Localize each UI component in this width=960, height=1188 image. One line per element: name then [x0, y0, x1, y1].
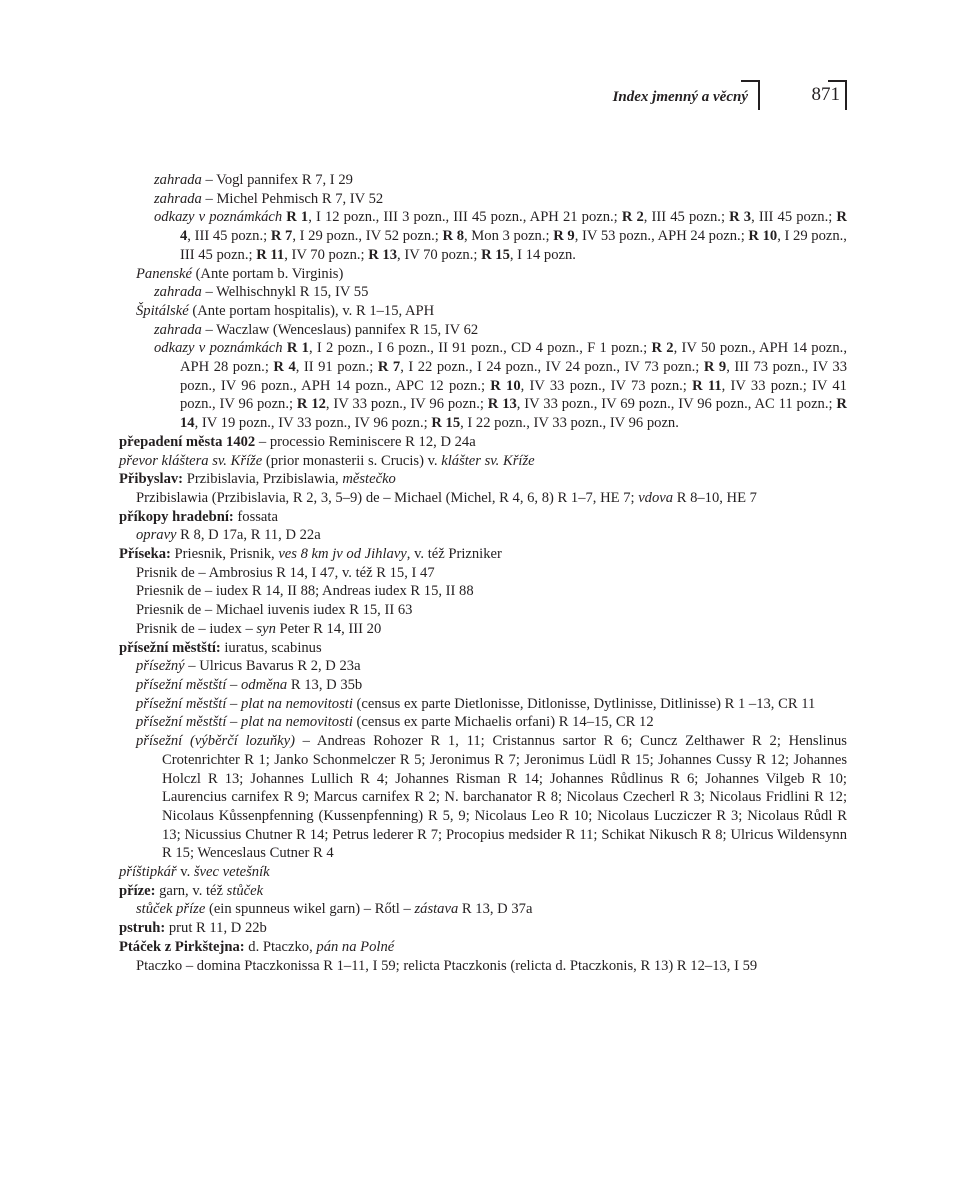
entry-category: syn	[256, 620, 276, 637]
entry-headword: přísežní městští:	[119, 639, 221, 656]
entry-text: garn, v. též	[155, 882, 227, 899]
entry-headword: příze:	[119, 882, 156, 899]
entry-text: , I 12 pozn., III 3 pozn., III 45 pozn., APH 21 pozn.;	[308, 209, 622, 226]
entry-reference: R 10	[748, 228, 778, 245]
entry-text: , IV 70 pozn.;	[284, 246, 369, 263]
entry-reference: R 3	[729, 209, 752, 226]
index-entry	[119, 470, 847, 489]
entry-reference: R 11	[256, 246, 285, 263]
entry-text: Priesnik de – iudex R 14, II 88; Andreas iudex R 15, II 88	[136, 583, 474, 600]
entry-reference: R 7	[377, 359, 401, 376]
entry-text: fossata	[233, 508, 278, 525]
entry-text: , IV 33 pozn., IV 69 pozn., IV 96 pozn., AC 11 pozn.;	[516, 396, 837, 413]
entry-reference: R 1	[286, 340, 309, 357]
entry-text: , I 22 pozn., IV 33 pozn., IV 96 pozn.	[460, 415, 679, 432]
index-entry	[119, 863, 847, 882]
index-subentry	[119, 265, 847, 284]
index-subentry	[119, 732, 847, 863]
entry-text: , I 14 pozn.	[509, 246, 576, 263]
entry-text: iuratus, scabinus	[220, 639, 322, 656]
entry-text: , II 91 pozn.;	[295, 359, 378, 376]
entry-text: , IV 50 pozn., APH 14 pozn., APH 28 pozn.;	[180, 340, 847, 376]
page-number-rule-mark	[828, 80, 847, 110]
entry-category: přísežní městští – plat na nemovitosti	[136, 695, 353, 712]
index-entry	[119, 545, 847, 564]
entry-text: – Waczlaw (Wenceslaus) pannifex R 15, IV 62	[201, 321, 479, 338]
index-subentry	[119, 900, 847, 919]
index-subentry	[119, 695, 847, 714]
entry-category: přísežný	[136, 658, 185, 675]
entry-text: , III 45 pozn.;	[187, 228, 271, 245]
entry-text: Przibislawia (Przibislavia, R 2, 3, 5–9) de – Michael (Michel, R 4, 6, 8) R 1–7, HE 7;	[136, 489, 639, 506]
index-subentry	[119, 283, 847, 302]
entry-text: Priesnik, Prisnik,	[170, 546, 279, 563]
entry-reference: R 9	[703, 359, 727, 376]
entry-text: Prisnik de – Ambrosius R 14, I 47, v. též R 15, I 47	[136, 564, 435, 581]
index-subentry	[119, 957, 847, 976]
entry-category: opravy	[136, 527, 177, 544]
entry-text: (Ante portam hospitalis), v. R 1–15, APH	[188, 302, 435, 319]
entry-text: , IV 70 pozn.;	[397, 246, 482, 263]
index-entry	[119, 639, 847, 658]
entry-text: (census ex parte Michaelis orfani) R 14–15, CR 12	[352, 714, 654, 731]
entry-text: prut R 11, D 22b	[165, 920, 267, 937]
entry-text: , I 29 pozn., III 45 pozn.;	[180, 228, 847, 263]
entry-headword: Přibyslav:	[119, 471, 184, 488]
index-subentry	[119, 676, 847, 695]
entry-text: , IV 53 pozn., APH 24 pozn.;	[574, 228, 749, 245]
index-subentry	[119, 489, 847, 508]
entry-headword: pstruh:	[119, 920, 166, 937]
entry-category: odkazy v poznámkách	[154, 209, 283, 226]
index-subentry	[119, 620, 847, 639]
entry-text: , Mon 3 pozn.;	[464, 228, 554, 245]
entry-text: R 13, D 35b	[287, 676, 363, 693]
entry-category: klášter sv. Kříže	[441, 452, 535, 469]
entry-headword: Příseka:	[119, 546, 171, 563]
entry-text: – Ulricus Bavarus R 2, D 23a	[184, 658, 361, 675]
entry-text: Priesnik de – Michael iuvenis iudex R 15, II 63	[136, 602, 413, 619]
entry-category: převor kláštera sv. Kříže	[119, 452, 263, 469]
header-rule-mark	[741, 80, 760, 110]
entry-reference: R 4	[180, 209, 847, 245]
entry-headword: Ptáček z Pirkštejna:	[119, 938, 245, 955]
entry-text: , v. též Prizniker	[406, 546, 502, 563]
index-entry	[119, 919, 847, 938]
index-subentry	[119, 526, 847, 545]
index-subentry	[119, 582, 847, 601]
index-subentry	[119, 601, 847, 620]
index-entry	[119, 882, 847, 901]
index-subentry	[119, 339, 847, 433]
entry-category: švec vetešník	[193, 864, 270, 881]
index-entry	[119, 433, 847, 452]
entry-text: , III 73 pozn., IV 33 pozn., IV 96 pozn., APH 14 pozn., APC 12 pozn.;	[180, 359, 847, 394]
entry-category: přísežní městští – odměna	[136, 676, 288, 693]
entry-category: stůček příze	[136, 901, 206, 918]
entry-text: R 8–10, HE 7	[673, 489, 757, 506]
entry-category: zahrada	[154, 190, 202, 207]
entry-headword: příkopy hradební:	[119, 508, 234, 525]
entry-text: , III 45 pozn.;	[643, 209, 730, 226]
running-header-title: Index jmenný a věcný	[612, 89, 748, 105]
index-subentry	[119, 302, 847, 321]
entry-reference: R 15	[431, 415, 461, 432]
entry-text: d. Ptaczko,	[244, 938, 317, 955]
entry-category: Špitálské	[136, 302, 189, 319]
entry-text: , IV 33 pozn.; IV 41 pozn., IV 96 pozn.;	[180, 377, 847, 413]
entry-reference: R 9	[553, 228, 575, 245]
entry-text: , I 29 pozn., IV 52 pozn.;	[292, 228, 443, 245]
page-number: 871	[811, 84, 840, 105]
index-subentry	[119, 208, 847, 264]
entry-category: přísežní (výběrčí lozuňky)	[136, 733, 295, 750]
entry-category: městečko	[342, 471, 396, 488]
entry-reference: R 1	[286, 209, 309, 226]
entry-reference: R 8	[442, 228, 464, 245]
entry-text: Przibislavia, Przibislawia,	[183, 471, 343, 488]
entry-reference: R 11	[692, 377, 722, 394]
entry-text: R 8, D 17a, R 11, D 22a	[176, 527, 321, 544]
entry-category: zahrada	[154, 284, 202, 301]
entry-text: (ein spunneus wikel garn) – Rőtl –	[205, 901, 415, 918]
entry-text: Prisnik de – iudex –	[136, 620, 257, 637]
entry-reference: R 15	[481, 246, 510, 263]
index-subentry	[119, 321, 847, 340]
entry-category: odkazy v poznámkách	[154, 340, 283, 357]
entry-text: (census ex parte Dietlonisse, Ditlonisse, Dytlinisse, Ditlinisse) R 1 –13, CR 11	[352, 695, 816, 712]
entry-category: stůček	[226, 882, 264, 899]
entry-reference: R 4	[273, 359, 296, 376]
entry-category: pán na Polné	[316, 938, 395, 955]
entry-reference: R 10	[490, 377, 521, 394]
entry-category: vdova	[638, 489, 674, 506]
entry-text: , III 45 pozn.;	[751, 209, 837, 226]
entry-reference: R 13	[368, 246, 398, 263]
entry-reference: R 2	[621, 209, 644, 226]
entry-text: – processio Reminiscere R 12, D 24a	[255, 433, 476, 450]
entry-text: (Ante portam b. Virginis)	[191, 265, 344, 282]
entry-category: ves 8 km jv od Jihlavy	[278, 546, 407, 563]
entry-text: , I 2 pozn., I 6 pozn., II 91 pozn., CD 4 pozn., F 1 pozn.;	[308, 340, 652, 357]
index-subentry	[119, 564, 847, 583]
index-subentry	[119, 713, 847, 732]
entry-category: příštipkář	[119, 864, 177, 881]
index-entries	[119, 171, 847, 975]
index-subentry	[119, 657, 847, 676]
entry-category: přísežní městští – plat na nemovitosti	[136, 714, 353, 731]
entry-text: R 13, D 37a	[458, 901, 533, 918]
index-subentry	[119, 171, 847, 190]
entry-reference: R 12	[296, 396, 326, 413]
entry-text: , I 22 pozn., I 24 pozn., IV 24 pozn., IV 73 pozn.;	[400, 359, 704, 376]
entry-text: Peter R 14, III 20	[275, 620, 382, 637]
entry-reference: R 13	[487, 396, 517, 413]
index-entry	[119, 938, 847, 957]
entry-text: , IV 33 pozn., IV 73 pozn.;	[520, 377, 693, 394]
entry-headword: přepadení města 1402	[119, 433, 256, 450]
entry-category: zahrada	[154, 321, 202, 338]
entry-category: zahrada	[154, 172, 202, 188]
entry-reference: R 7	[270, 228, 293, 245]
entry-text: , IV 19 pozn., IV 33 pozn., IV 96 pozn.;	[194, 415, 432, 432]
entry-text: Ptaczko – domina Ptaczkonissa R 1–11, I 59; relicta Ptaczkonis (relicta d. Ptaczkonis, R 13) R 12–13, I 59	[136, 957, 758, 974]
entry-category: zástava	[414, 901, 459, 918]
entry-text: – Michel Pehmisch R 7, IV 52	[201, 190, 384, 207]
entry-text: – Welhischnykl R 15, IV 55	[201, 284, 369, 301]
entry-text: – Vogl pannifex R 7, I 29	[201, 172, 353, 188]
index-entry	[119, 508, 847, 527]
index-entry	[119, 452, 847, 471]
entry-text: , IV 33 pozn., IV 96 pozn.;	[325, 396, 488, 413]
entry-text: (prior monasterii s. Crucis) v.	[262, 452, 442, 469]
entry-text: – Andreas Rohozer R 1, 11; Cristannus sartor R 6; Cuncz Zelthawer R 2; Henslinus Crotenrichter R 1; Janko Schonmelczer R 5; Jeronimus R 7; Jeronimus Lüdl R 15; Johannes Cussy R 12; Johannes Holczl R 13; Johannes Lullich R 4; Johannes Risman R 14; Johannes Růdlinus R 6; Johannes Vilgeb R 10; Laurencius carnifex R 9; Marcus carnifex R 2; N. barchanator R 8; Nicolaus Czecherl R 3; Nicolaus Fridlini R 12; Nicolaus Kůssenpfenning (Kussenpfenning) R 5, 9; Nicolaus Leo R 10; Nicolaus Lucziczer R 3; Nicolaus Růdl R 13; Nicussius Chutner R 14; Petrus lederer R 7; Procopius medsider R 11; Schikat Nikusch R 8; Ulricus Wildensynn R 15; Wenceslaus Cutner R 4	[162, 733, 847, 862]
entry-category: Panenské	[136, 265, 192, 282]
entry-reference: R 14	[180, 396, 847, 432]
entry-text: v.	[176, 864, 194, 881]
index-subentry	[119, 190, 847, 209]
entry-reference: R 2	[651, 340, 674, 357]
